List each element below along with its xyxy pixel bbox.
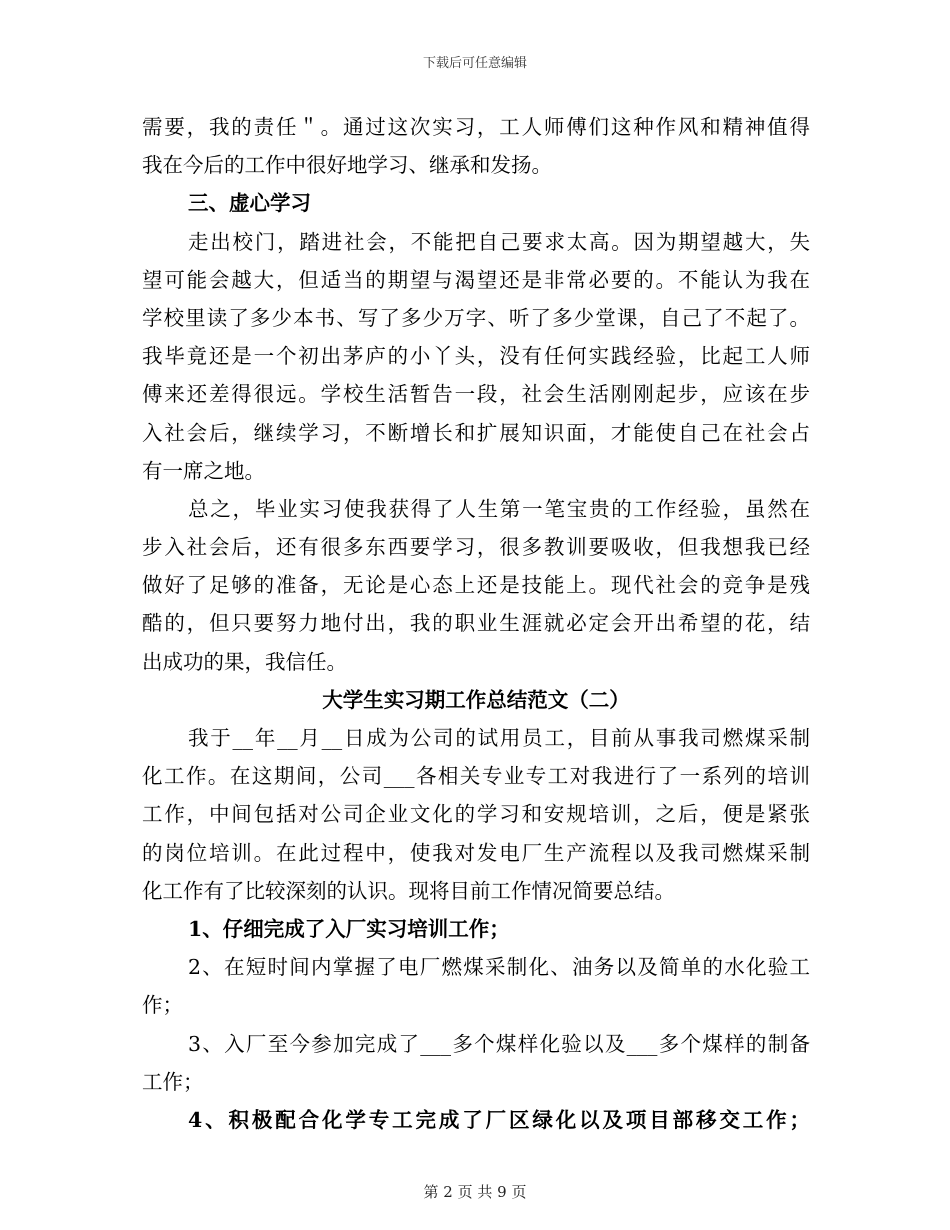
text-line: 走出校门，踏进社会，不能把自己要求太高。因为期望越大，失 <box>188 229 810 254</box>
page-header: 下载后可任意编辑 <box>422 56 527 71</box>
text-line: 我于__年__月__日成为公司的试用员工，目前从事我司燃煤采制 <box>188 726 810 750</box>
heading-line: 4、积极配合化学专工完成了厂区绿化以及项目部移交工作； <box>188 1107 810 1132</box>
text-line: 做好了足够的准备，无论是心态上还是技能上。现代社会的竞争是残 <box>142 573 810 598</box>
document-body <box>142 108 810 1139</box>
text-line: 的岗位培训。在此过程中，使我对发电厂生产流程以及我司燃煤采制 <box>142 840 810 865</box>
text-line: 需要，我的责任＂。通过这次实习，工人师傅们这种作风和精神值得 <box>142 115 810 139</box>
page-footer: 第 2 页 共 9 页 <box>423 1183 527 1201</box>
text-line: 出成功的果，我信任。 <box>142 649 347 674</box>
text-line: 我毕竟还是一个初出茅庐的小丫头，没有任何实践经验，比起工人师 <box>142 344 810 369</box>
heading-line: 三、虚心学习 <box>188 191 311 216</box>
text-line: 有一席之地。 <box>142 458 265 483</box>
text-line: 入社会后，继续学习，不断增长和扩展知识面，才能使自己在社会占 <box>142 420 810 445</box>
heading-line: 1、仔细完成了入厂实习培训工作； <box>188 916 510 941</box>
text-line: 傅来还差得很远。学校生活暂告一段，社会生活刚刚起步，应该在步 <box>142 382 810 407</box>
section-title: 大学生实习期工作总结范文（二） <box>322 687 630 712</box>
text-line: 酷的，但只要努力地付出，我的职业生涯就必定会开出希望的花，结 <box>142 611 810 636</box>
text-line: 2、在短时间内掌握了电厂燃煤采制化、油务以及简单的水化验工 <box>188 955 810 980</box>
text-line: 学校里读了多少本书、写了多少万字、听了多少堂课，自己了不起了。 <box>142 305 810 330</box>
text-line: 步入社会后，还有很多东西要学习，很多教训要吸收，但我想我已经 <box>142 535 810 560</box>
text-line: 化工作有了比较深刻的认识。现将目前工作情况简要总结。 <box>142 878 675 903</box>
text-line: 工作，中间包括对公司企业文化的学习和安规培训，之后，便是紧张 <box>142 802 810 827</box>
text-line: 我在今后的工作中很好地学习、继承和发扬。 <box>142 153 552 178</box>
text-line: 工作； <box>142 1069 204 1094</box>
text-line: 望可能会越大，但适当的期望与渴望还是非常必要的。不能认为我在 <box>142 267 810 292</box>
text-line: 作； <box>142 993 183 1018</box>
text-line: 3、入厂至今参加完成了___多个煤样化验以及___多个煤样的制备 <box>188 1031 810 1056</box>
text-line: 总之，毕业实习使我获得了人生第一笔宝贵的工作经验，虽然在 <box>188 496 810 521</box>
text-line: 化工作。在这期间，公司___各相关专业专工对我进行了一系列的培训 <box>142 764 810 789</box>
